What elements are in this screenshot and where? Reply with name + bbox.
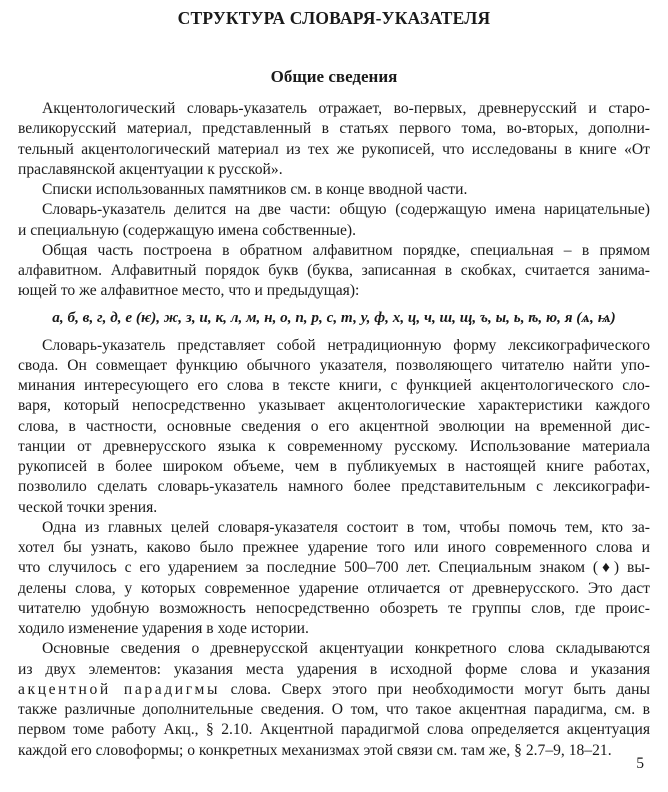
text-run: слова. Сверх этого при необходимости могут быть даны bbox=[220, 680, 650, 698]
text-line: ющей то же алфавитное место, что и предыдущая): bbox=[18, 282, 360, 300]
text-line: из двух элементов: указания места ударения в исходной форме слова и указания bbox=[18, 660, 650, 678]
text-line: первом томе работу Акц., § 2.10. Акцентной парадигмой слова определяется акцентуация bbox=[18, 721, 650, 739]
text-line: праславянской акцентуации к русской». bbox=[18, 160, 283, 178]
text-line: танции от древнерусского языка к современному русскому. Использование материала bbox=[18, 437, 650, 455]
text-line: Списки использованных памятников см. в конце вводной части. bbox=[42, 181, 468, 198]
paragraph-5 bbox=[18, 336, 650, 518]
text-line: великорусский материал, представленный в статьях первого тома, во-вторых, дополни- bbox=[18, 120, 650, 138]
paragraph-3 bbox=[18, 200, 650, 241]
text-line: рукописей в более широком объеме, чем в публикуемых в настоящей книге работах, bbox=[18, 458, 650, 475]
text-line: Словарь-указатель представляет собой нетрадиционную форму лексикографического bbox=[42, 336, 650, 354]
document-body bbox=[18, 99, 650, 761]
section-heading: Общие сведения bbox=[270, 67, 398, 86]
text-line: Общая часть построена в обратном алфавитном порядке, специальная – в прямом bbox=[42, 241, 650, 259]
page-title: СТРУКТУРА СЛОВАРЯ-УКАЗАТЕЛЯ bbox=[177, 8, 491, 28]
document-page bbox=[18, 0, 650, 792]
text-line: свода. Он совмещает функцию обычного указателя, позволяющего читателю найти упо- bbox=[18, 356, 650, 374]
text-line: что случилось с его ударением за последние 500–700 лет. Специальным знаком (♦) вы- bbox=[18, 559, 650, 577]
text-line: варя, который непосредственно указывает акцентологические характеристики каждого bbox=[18, 397, 650, 415]
text-line: тельный акцентологический материал из тех же рукописей, что исследованы в книге «От bbox=[18, 140, 650, 158]
paragraph-7 bbox=[18, 639, 650, 761]
paragraph-2 bbox=[18, 180, 650, 200]
text-line: Словарь-указатель делится на две части: общую (содержащую имена нарицательные) bbox=[42, 201, 650, 219]
text-line: Основные сведения о древнерусской акцентуации конкретного слова складываются bbox=[42, 640, 650, 658]
text-line: каждой его словоформы; о конкретных механизмах этой связи см. там же, § 2.7–9, 18–21. bbox=[18, 741, 612, 759]
text-line: также различные дополнительные сведения. О том, что такое акцентная парадигма, см. в bbox=[18, 701, 650, 718]
spaced-term: акцентной парадигмы bbox=[18, 680, 221, 698]
paragraph-6 bbox=[18, 518, 650, 640]
text-line: Акцентологический словарь-указатель отражает, во-первых, древнерусский и старо- bbox=[42, 100, 650, 117]
page-number: 5 bbox=[636, 755, 644, 772]
text-line: алфавитном. Алфавитный порядок букв (буква, записанная в скобках, считается занима- bbox=[18, 262, 650, 279]
text-line: позволило сделать словарь-указатель намного более представительным с лексикографи- bbox=[18, 478, 650, 496]
text-line: ческой точки зрения. bbox=[18, 498, 158, 516]
text-line: и специальную (содержащую имена собственные). bbox=[18, 221, 356, 239]
text-line: делены слова, у которых современное ударение отличается от древнерусского. Это даст bbox=[18, 579, 650, 597]
text-line: хотел бы узнать, каково было прежнее ударение того или иного современного слова и bbox=[18, 539, 650, 556]
paragraph-1 bbox=[18, 99, 650, 180]
paragraph-4 bbox=[18, 241, 650, 332]
text-line: читателю удобную возможность непосредственно обозреть те группы слов, где проис- bbox=[18, 599, 650, 617]
text-line bbox=[18, 680, 650, 700]
text-line: ходило изменение ударения в ходе истории. bbox=[18, 620, 309, 637]
text-line: Одна из главных целей словаря-указателя состоит в том, чтобы помочь тем, кто за- bbox=[42, 518, 650, 536]
text-line: минания интересующего его слова в тексте книги, с функцией акцентологического сло- bbox=[18, 377, 650, 394]
text-line: слова, в частности, основные сведения о его акцентной эволюции на временной дис- bbox=[18, 417, 650, 435]
alphabet-order: а, б, в, г, д, е (ѥ), ж, з, и, к, л, м, н, о, п, р, с, т, у, ф, х, ц, ч, ш, щ, ъ, ы, ь, ѣ, ю, я (ѧ, ѩ) bbox=[52, 308, 616, 326]
